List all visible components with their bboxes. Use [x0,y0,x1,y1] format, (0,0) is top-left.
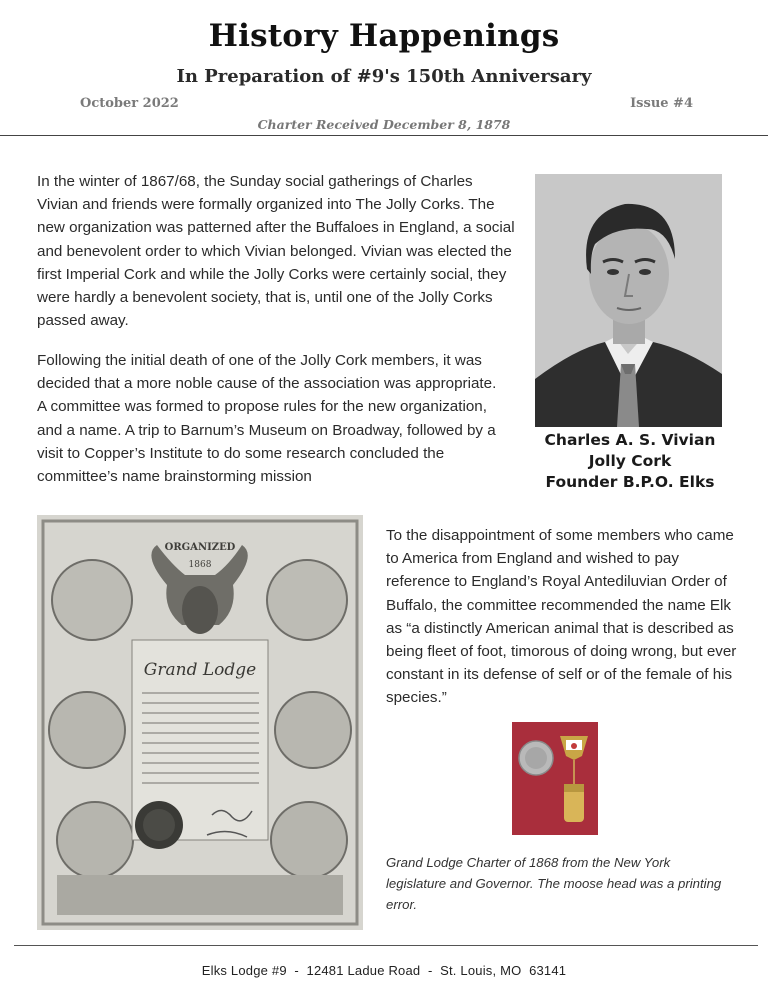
footer-address: Elks Lodge #9 - 12481 Ladue Road - St. Louis, MO 63141 [201,963,567,978]
charter-year-text: 1868 [188,560,212,570]
portrait-caption [520,430,740,493]
portrait-caption-name: Charles A. S. Vivian [544,431,716,449]
charter-organized-text: ORGANIZED [164,542,236,553]
vivian-portrait-photo [535,174,722,427]
issue-number: Issue #4 [630,96,693,111]
issue-date: October 2022 [80,96,179,111]
charter-image-caption: Grand Lodge Charter of 1868 from the New York legislature and Governor. The moose head was a printing error. [386,855,722,912]
charter-received-line: Charter Received December 8, 1878 [257,117,511,132]
header-divider [0,135,768,136]
article-paragraph-2: Following the initial death of one of the Jolly Cork members, it was decided that a more noble cause of the association was appropriate. A committee was formed to propose rules for the new organization, and a name. A trip to Barnum’s Museum on Broadway, followed by a visit to Copper’s Institute to do some research concluded the committee’s name brainstorming mission [37,352,497,486]
newsletter-title: History Happenings [208,18,560,54]
jolly-cork-pin-photo [512,722,598,835]
portrait-caption-role: Jolly Cork [588,452,672,470]
article-paragraph-3: To the disappointment of some members who came to America from England and wished to pay reference to England’s Royal Antediluvian Order of Buffalo, the committee recommended the name Elk as “a distinctly American animal that is described as being fleet of foot, timorous of doing wrong, but ever constant in its defense of self or of the female of his species.” [386,527,737,707]
grand-lodge-charter-image [37,515,363,930]
footer-divider [14,945,758,946]
newsletter-subtitle: In Preparation of #9's 150th Anniversary [176,66,592,87]
charter-grand-lodge-text: Grand Lodge [143,660,257,680]
article-paragraph-1: In the winter of 1867/68, the Sunday social gatherings of Charles Vivian and friends were formally organized into The Jolly Corks. The new organization was patterned after the Buffaloes in England, a social and benevolent order to which Vivian belonged. Vivian was elected the first Imperial Cork and while the Jolly Corks were certainly social, they were hardly a benevolent society, that is, until one of the Jolly Corks passed away. [37,173,515,330]
portrait-caption-title: Founder B.P.O. Elks [545,473,715,491]
